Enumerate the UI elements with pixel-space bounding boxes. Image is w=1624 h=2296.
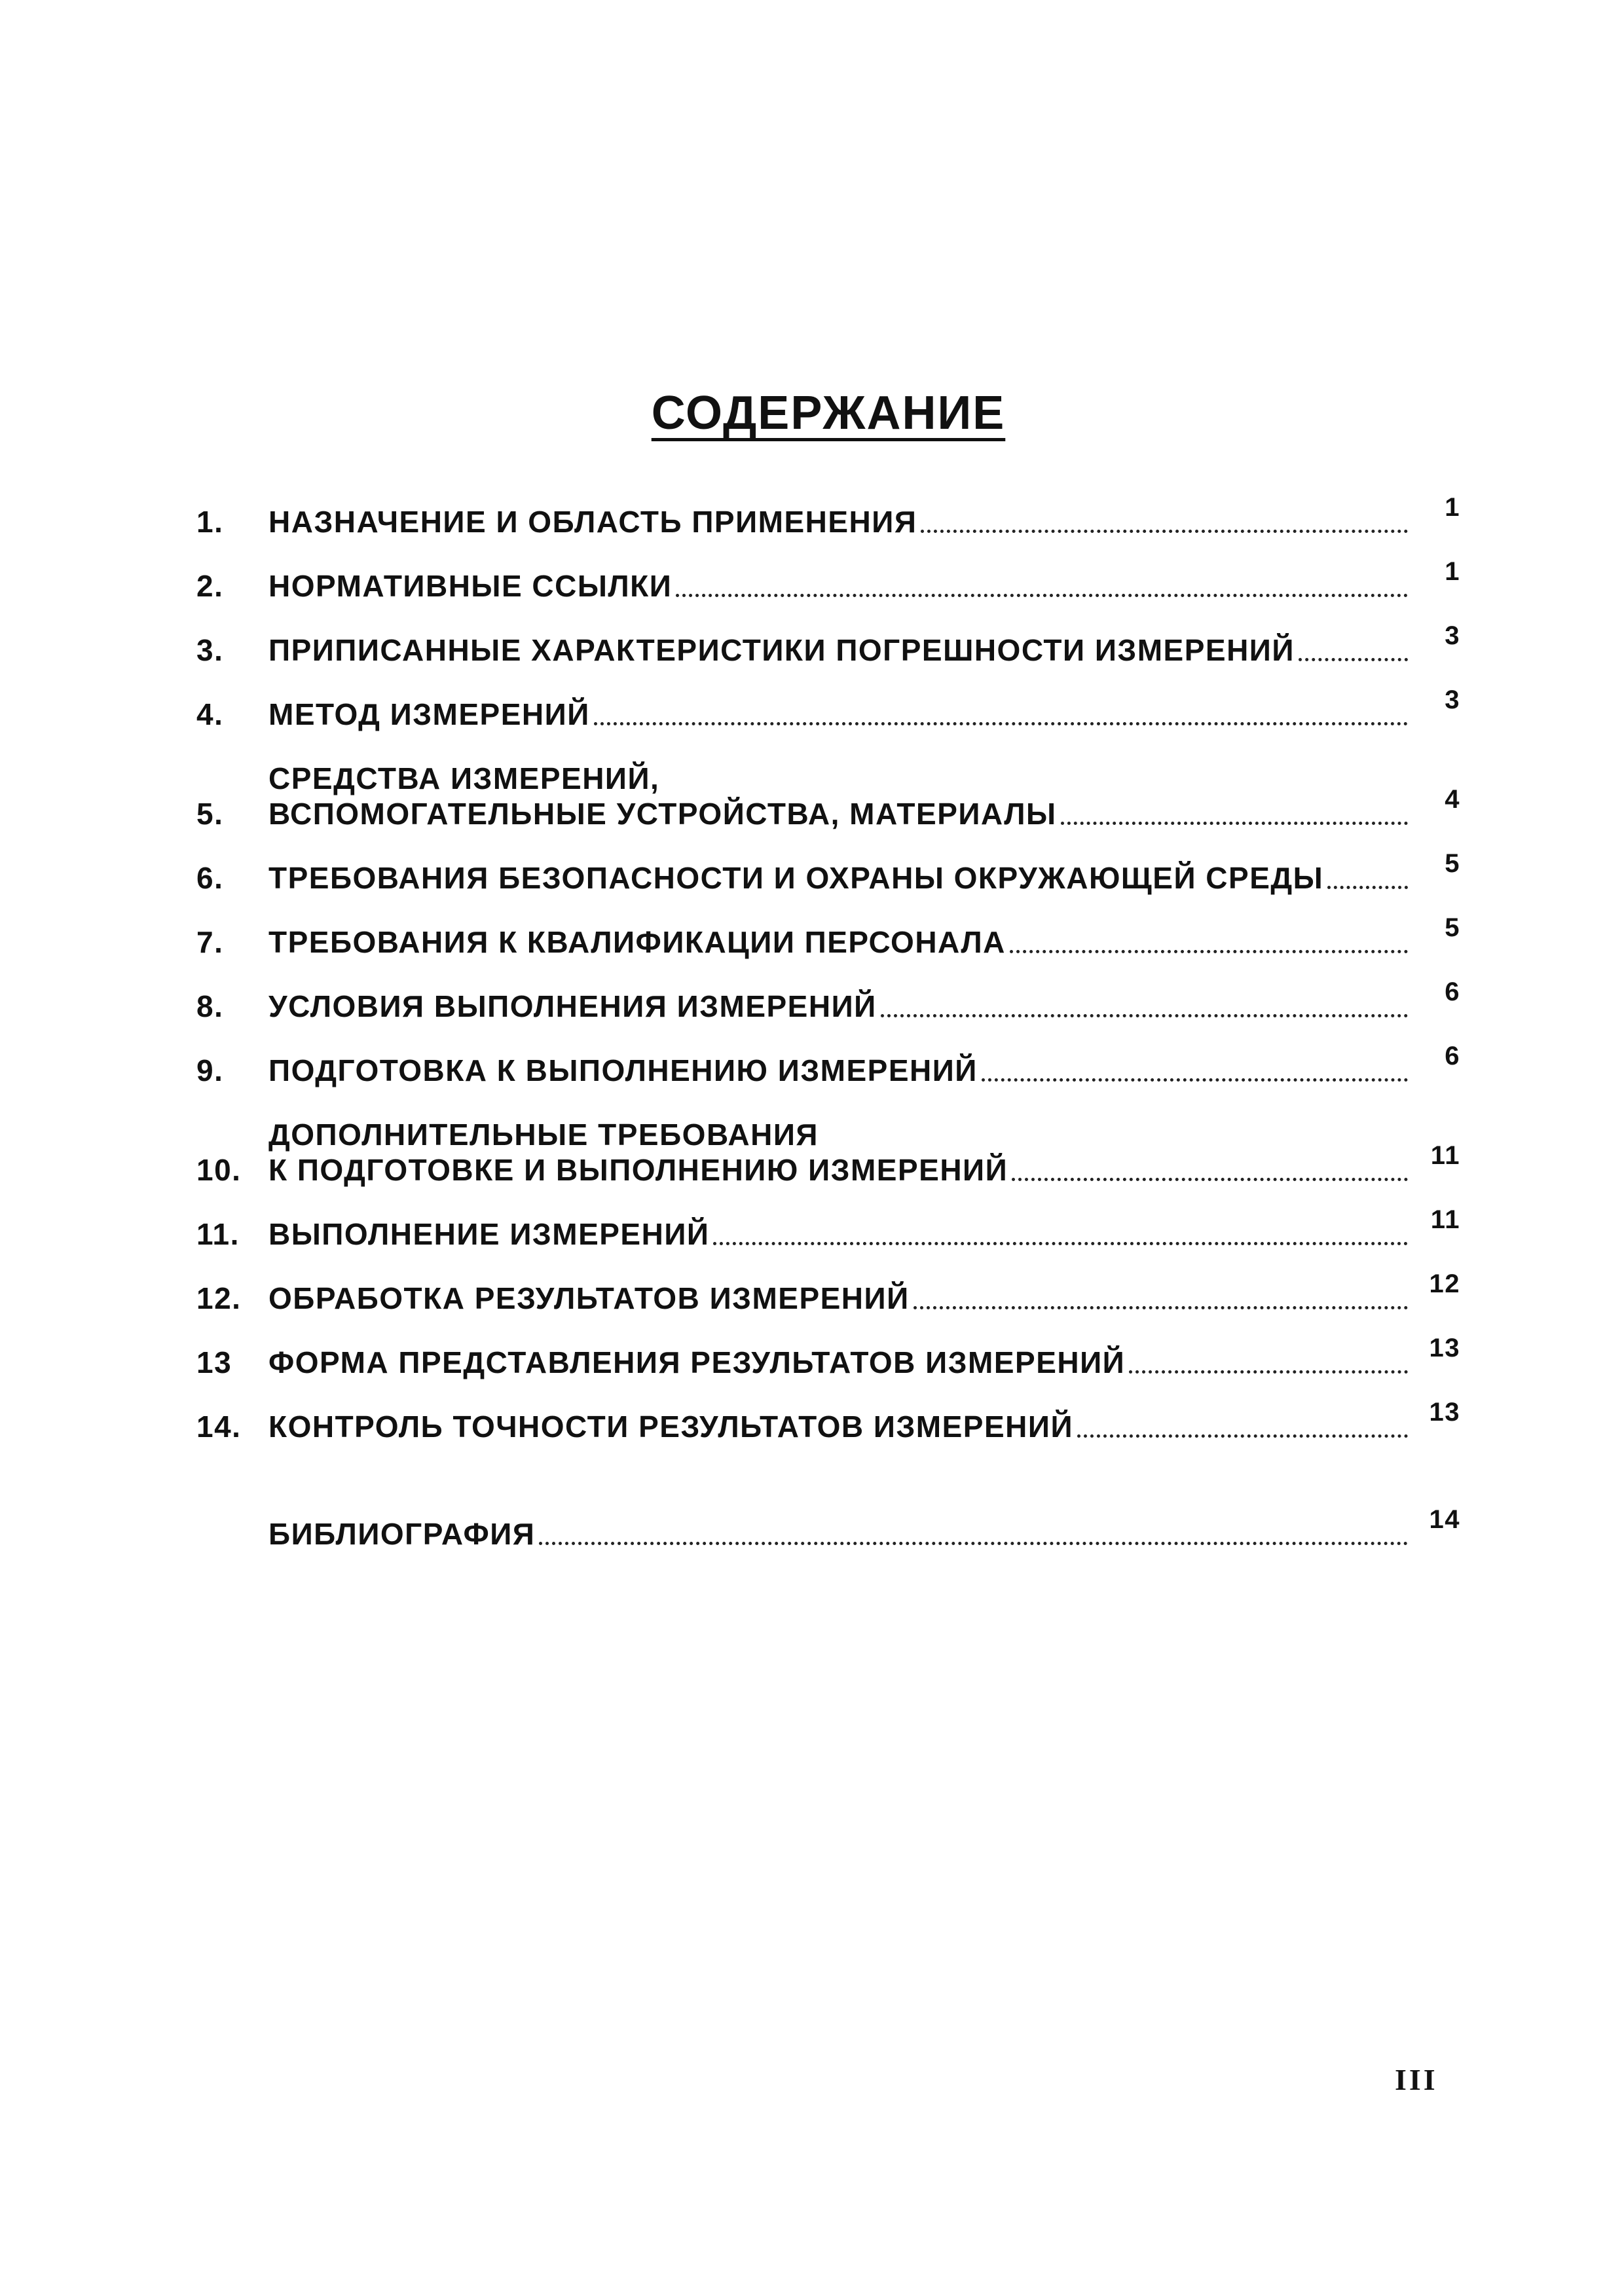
toc-title: СОДЕРЖАНИЕ [651,387,1006,439]
toc-item-body [268,924,1414,960]
toc-item-page: 13 [1429,1398,1460,1427]
toc-item-body [268,1516,1414,1552]
toc-item-number: 14. [196,1410,242,1444]
toc-item-line [268,1152,1414,1188]
toc-item-title: МЕТОД ИЗМЕРЕНИЙ [268,697,590,731]
toc-item-title: ПРИПИСАННЫЕ ХАРАКТЕРИСТИКИ ПОГРЕШНОСТИ ИЗМЕРЕНИЙ [268,633,1295,667]
toc-item-page: 5 [1445,849,1460,878]
toc-item-title: ВЫПОЛНЕНИЕ ИЗМЕРЕНИЙ [268,1217,710,1251]
toc-item-title: НАЗНАЧЕНИЕ И ОБЛАСТЬ ПРИМЕНЕНИЯ [268,505,917,539]
toc-item-body [268,1216,1414,1252]
dot-leader [1327,886,1408,889]
toc-item-number: 11. [196,1217,240,1251]
toc-item-number: 9. [196,1053,224,1087]
toc-item-number: 13 [196,1345,232,1379]
toc-item-page: 3 [1445,621,1460,650]
dot-leader [1010,950,1408,953]
page-number: III [1395,2063,1438,2096]
table-of-contents [196,493,1460,1580]
toc-item-body [268,632,1414,668]
toc-item-page: 12 [1429,1269,1460,1298]
toc-item-page: 6 [1445,1042,1460,1070]
toc-item-line [268,989,1414,1024]
dot-leader [1077,1434,1408,1438]
toc-item-body [268,504,1414,539]
toc-item-title: ФОРМА ПРЕДСТАВЛЕНИЯ РЕЗУЛЬТАТОВ ИЗМЕРЕНИЙ [268,1345,1126,1379]
toc-item-body [268,697,1414,732]
toc-item [196,557,1460,604]
toc-item-title: ОБРАБОТКА РЕЗУЛЬТАТОВ ИЗМЕРЕНИЙ [268,1281,910,1315]
toc-item [196,849,1460,896]
dot-leader [921,530,1408,533]
toc-item-body [268,1345,1414,1380]
toc-item-line [268,796,1414,831]
toc-item-body [268,1281,1414,1316]
dot-leader [1061,822,1408,825]
toc-item-line [268,697,1414,732]
toc-item [196,1042,1460,1088]
toc-item-title: КОНТРОЛЬ ТОЧНОСТИ РЕЗУЛЬТАТОВ ИЗМЕРЕНИЙ [268,1410,1074,1444]
toc-item-title: ВСПОМОГАТЕЛЬНЫЕ УСТРОЙСТВА, МАТЕРИАЛЫ [268,797,1057,831]
dot-leader [713,1242,1408,1245]
dot-leader [881,1014,1408,1017]
toc-item [196,1117,1460,1188]
toc-item-number: 6. [196,861,224,895]
toc-item [196,621,1460,668]
toc-item-body [268,1409,1414,1444]
toc-item-page: 6 [1445,977,1460,1006]
toc-item [196,1205,1460,1252]
toc-item-page: 14 [1429,1505,1460,1534]
toc-item-number: 12. [196,1281,242,1315]
toc-item-number: 1. [196,505,224,539]
toc-item-number: 2. [196,569,224,603]
dot-leader [982,1078,1408,1082]
toc-item-number: 4. [196,697,224,731]
toc-item-line [268,924,1414,960]
toc-item-page: 3 [1445,685,1460,714]
toc-item-line [268,761,1414,796]
dot-leader [1299,658,1408,661]
toc-item-title: К ПОДГОТОВКЕ И ВЫПОЛНЕНИЮ ИЗМЕРЕНИЙ [268,1153,1008,1187]
toc-item-line [268,1053,1414,1088]
toc-item [196,1269,1460,1316]
toc-item-line [268,1117,1414,1152]
toc-item-title: ДОПОЛНИТЕЛЬНЫЕ ТРЕБОВАНИЯ [268,1118,819,1152]
toc-item-body [268,761,1414,831]
toc-item-page: 5 [1445,913,1460,942]
toc-item-line [268,568,1414,604]
toc-item-line [268,1409,1414,1444]
toc-item-body [268,860,1414,896]
toc-item [196,685,1460,732]
toc-item-body [268,1117,1414,1188]
toc-item [196,977,1460,1024]
toc-item-page: 13 [1429,1334,1460,1362]
toc-item-number: 3. [196,633,224,667]
toc-item-body [268,1053,1414,1088]
toc-item-number: 10. [196,1153,242,1187]
toc-item [196,493,1460,539]
dot-leader [594,722,1408,725]
toc-item-body [268,989,1414,1024]
toc-item [196,1334,1460,1380]
toc-item-number: 5. [196,797,224,831]
dot-leader [1129,1370,1408,1374]
toc-item-page: 11 [1430,1141,1460,1170]
toc-item [196,761,1460,831]
toc-item-line [268,1216,1414,1252]
toc-item-number: 8. [196,989,224,1023]
toc-item-line [268,632,1414,668]
toc-item-number: 7. [196,925,224,959]
toc-item-line [268,860,1414,896]
toc-item [196,1398,1460,1444]
toc-item-line [268,1281,1414,1316]
toc-item-page: 1 [1445,557,1460,586]
dot-leader [1012,1178,1408,1181]
toc-item-title: ПОДГОТОВКА К ВЫПОЛНЕНИЮ ИЗМЕРЕНИЙ [268,1053,978,1087]
toc-item-title: НОРМАТИВНЫЕ ССЫЛКИ [268,569,673,603]
toc-item-page: 11 [1430,1205,1460,1234]
toc-item-line [268,1516,1414,1552]
toc-item-bibliography [196,1505,1460,1552]
toc-item-body [268,568,1414,604]
toc-item-title: БИБЛИОГРАФИЯ [268,1517,536,1551]
dot-leader [539,1542,1408,1545]
toc-item-title: УСЛОВИЯ ВЫПОЛНЕНИЯ ИЗМЕРЕНИЙ [268,989,877,1023]
toc-item-line [268,1345,1414,1380]
toc-item-line [268,504,1414,539]
toc-item-title: СРЕДСТВА ИЗМЕРЕНИЙ, [268,761,660,795]
toc-item [196,913,1460,960]
toc-item-title: ТРЕБОВАНИЯ БЕЗОПАСНОСТИ И ОХРАНЫ ОКРУЖАЮЩЕЙ СРЕДЫ [268,861,1324,895]
dot-leader [676,594,1408,597]
toc-item-title: ТРЕБОВАНИЯ К КВАЛИФИКАЦИИ ПЕРСОНАЛА [268,925,1006,959]
toc-item-page: 4 [1445,785,1460,814]
dot-leader [913,1306,1408,1309]
toc-item-page: 1 [1445,493,1460,522]
